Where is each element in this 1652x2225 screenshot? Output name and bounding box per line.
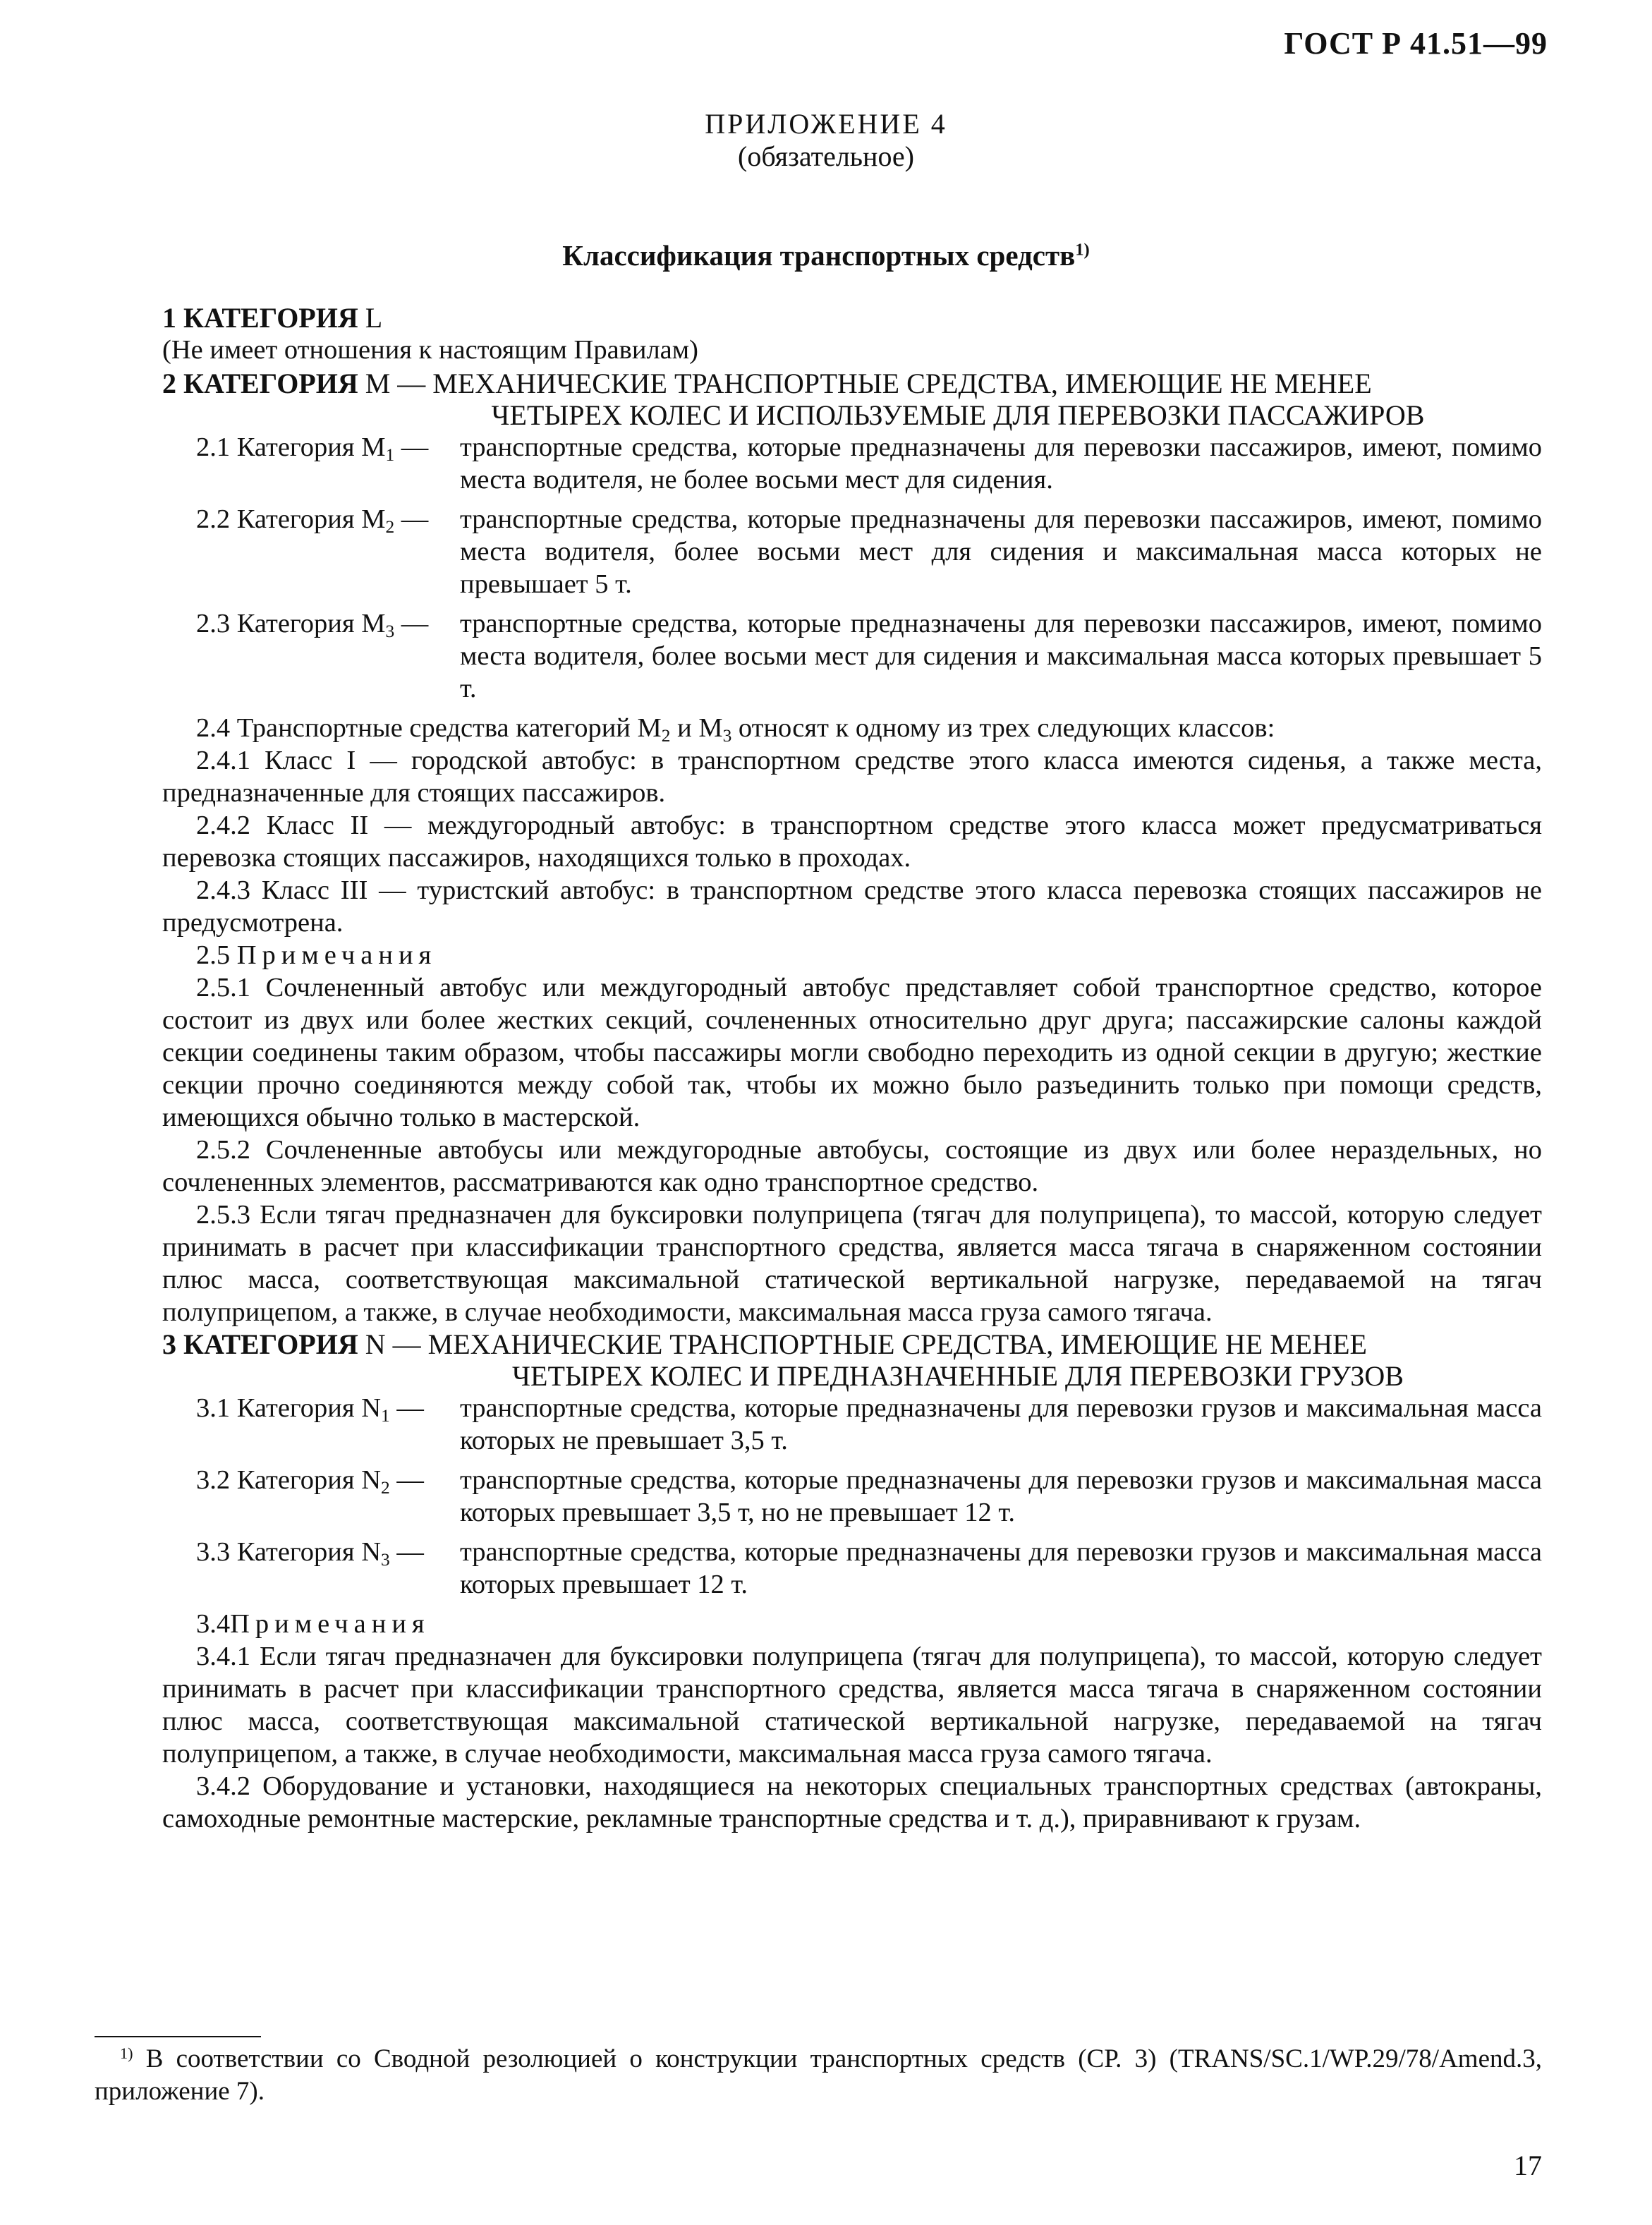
category-m1 bbox=[196, 431, 1542, 496]
notes-heading-2-5: 2.5 Примечания bbox=[196, 940, 437, 970]
section-2-heading bbox=[162, 368, 1542, 431]
category-n3 bbox=[196, 1536, 1542, 1601]
paragraph-2-5-1: 2.5.1 Сочлененный автобус или междугородный автобус представляет собой транспортное средство, которое состоит из двух или более жестких секций, сочлененных относительно друг друга; пассажирские салоны каждой секции соединены таким образом, чтобы пассажиры могли свободно переходить из одной секции в другую; жесткие секции прочно соединяются между собой так, чтобы их можно было разъединить только при помощи средств, имеющихся обычно только в мастерской. bbox=[162, 973, 1542, 1132]
category-label: 2.2 Категория $М_2$ — bbox=[196, 504, 429, 538]
section-1-number: 1 КАТЕГОРИЯ bbox=[162, 302, 358, 334]
category-definition: транспортные средства, которые предназначены для перевозки грузов и максимальная масса которых превышает 12 т. bbox=[460, 1537, 1542, 1599]
paragraph-2-4-1: 2.4.1 Класс I — городской автобус: в транспортном средстве этого класса имеются сиденья, а также места, предназначенные для стоящих пассажиров. bbox=[162, 746, 1542, 808]
annex-status: (обязательное) bbox=[738, 140, 914, 172]
paragraph-3-4-1: 3.4.1 Если тягач предназначен для буксировки полуприцепа (тягач для полуприцепа), то массой, которую следует принимать в расчет при классификации транспортного средства, является масса тягача в снаряженном состоянии плюс масса, соответствующая максимальной статической вертикальной нагрузке, передаваемой на тягач полуприцепом, а также, в случае необходимости, максимальная масса груза самого тягача. bbox=[162, 1642, 1542, 1769]
title-footnote-mark: 1) bbox=[1075, 240, 1090, 260]
category-label: 2.1 Категория $М_1$ — bbox=[196, 432, 429, 466]
category-label: 3.2 Категория $N_2$ — bbox=[196, 1465, 424, 1498]
document-code: ГОСТ Р 41.51—99 bbox=[1284, 26, 1548, 61]
category-n2 bbox=[196, 1464, 1542, 1529]
document-body bbox=[162, 302, 1542, 1835]
section-3-number: 3 КАТЕГОРИЯ bbox=[162, 1328, 358, 1360]
page-number: 17 bbox=[1514, 2150, 1542, 2181]
category-label: 2.3 Категория $М_3$ — bbox=[196, 609, 429, 642]
section-2-heading-line2: ЧЕТЫРЕХ КОЛЕС И ИСПОЛЬЗУЕМЫЕ ДЛЯ ПЕРЕВОЗКИ ПАССАЖИРОВ bbox=[491, 399, 1425, 431]
paragraph-2-5-2: 2.5.2 Сочлененные автобусы или междугородные автобусы, состоящие из двух или более нераздельных, но сочлененных элементов, рассматриваются как одно транспортное средство. bbox=[162, 1135, 1542, 1197]
section-1-heading bbox=[162, 302, 1542, 334]
paragraph-2-5-3: 2.5.3 Если тягач предназначен для буксировки полуприцепа (тягач для полуприцепа), то массой, которую следует принимать в расчет при классификации транспортного средства, является масса тягача в снаряженном состоянии плюс масса, соответствующая максимальной статической вертикальной нагрузке, передаваемой на тягач полуприцепом, а также, в случае необходимости, максимальная масса груза самого тягача. bbox=[162, 1200, 1542, 1327]
document-title bbox=[0, 238, 1652, 272]
section-1-note: (Не имеет отношения к настоящим Правилам) bbox=[162, 335, 698, 365]
section-2-number: 2 КАТЕГОРИЯ bbox=[162, 368, 358, 399]
notes-heading-3-4: 3.4Примечания bbox=[196, 1609, 430, 1639]
footnote-separator bbox=[95, 2036, 261, 2037]
annex-title: ПРИЛОЖЕНИЕ 4 bbox=[705, 108, 947, 140]
category-label: 3.3 Категория $N_3$ — bbox=[196, 1537, 424, 1570]
category-definition: транспортные средства, которые предназначены для перевозки грузов и максимальная масса которых превышает 3,5 т, но не превышает 12 т. bbox=[460, 1465, 1542, 1527]
section-1-letter: L bbox=[358, 302, 383, 334]
section-2-heading-line1: М — МЕХАНИЧЕСКИЕ ТРАНСПОРТНЫЕ СРЕДСТВА, ИМЕЮЩИЕ НЕ МЕНЕЕ bbox=[358, 368, 1372, 399]
category-definition: транспортные средства, которые предназначены для перевозки пассажиров, имеют, помимо места водителя, более восьми мест для сидения и максимальная масса которых превышает 5 т. bbox=[460, 609, 1542, 703]
category-label: 3.1 Категория $N_1$ — bbox=[196, 1393, 424, 1426]
paragraph-2-4: 2.4 Транспортные средства категорий $М_2$ и $М_3$ относят к одному из трех следующих классов: bbox=[196, 713, 1275, 746]
section-3-heading bbox=[162, 1328, 1542, 1392]
category-definition: транспортные средства, которые предназначены для перевозки грузов и максимальная масса которых не превышает 3,5 т. bbox=[460, 1393, 1542, 1455]
category-definition: транспортные средства, которые предназначены для перевозки пассажиров, имеют, помимо места водителя, не более восьми мест для сидения. bbox=[460, 432, 1542, 495]
paragraph-2-4-3: 2.4.3 Класс III — туристский автобус: в транспортном средстве этого класса перевозка стоящих пассажиров не предусмотрена. bbox=[162, 875, 1542, 938]
category-m2 bbox=[196, 503, 1542, 600]
category-m3 bbox=[196, 607, 1542, 705]
paragraph-2-4-2: 2.4.2 Класс II — междугородный автобус: в транспортном средстве этого класса может предусматриваться перевозка стоящих пассажиров, находящихся только в проходах. bbox=[162, 811, 1542, 873]
category-n1 bbox=[196, 1392, 1542, 1457]
section-3-heading-line2: ЧЕТЫРЕХ КОЛЕС И ПРЕДНАЗНАЧЕННЫЕ ДЛЯ ПЕРЕВОЗКИ ГРУЗОВ bbox=[512, 1360, 1404, 1392]
title-text: Классификация транспортных средств bbox=[562, 239, 1076, 272]
section-3-heading-line1: N — МЕХАНИЧЕСКИЕ ТРАНСПОРТНЫЕ СРЕДСТВА, ИМЕЮЩИЕ НЕ МЕНЕЕ bbox=[358, 1328, 1367, 1360]
footnote-mark: 1) bbox=[120, 2044, 133, 2062]
category-definition: транспортные средства, которые предназначены для перевозки пассажиров, имеют, помимо места водителя, более восьми мест для сидения и максимальная масса которых не превышает 5 т. bbox=[460, 504, 1542, 599]
footnote-text: В соответствии со Сводной резолюцией о конструкции транспортных средств (СР. 3) (TRANS/SC.1/WP.29/78/Amend.3, приложение 7). bbox=[95, 2044, 1542, 2106]
paragraph-3-4-2: 3.4.2 Оборудование и установки, находящиеся на некоторых специальных транспортных средствах (автокраны, самоходные ремонтные мастерские, рекламные транспортные средства и т. д.), приравнивают к грузам. bbox=[162, 1771, 1542, 1833]
footnote bbox=[95, 2043, 1542, 2108]
